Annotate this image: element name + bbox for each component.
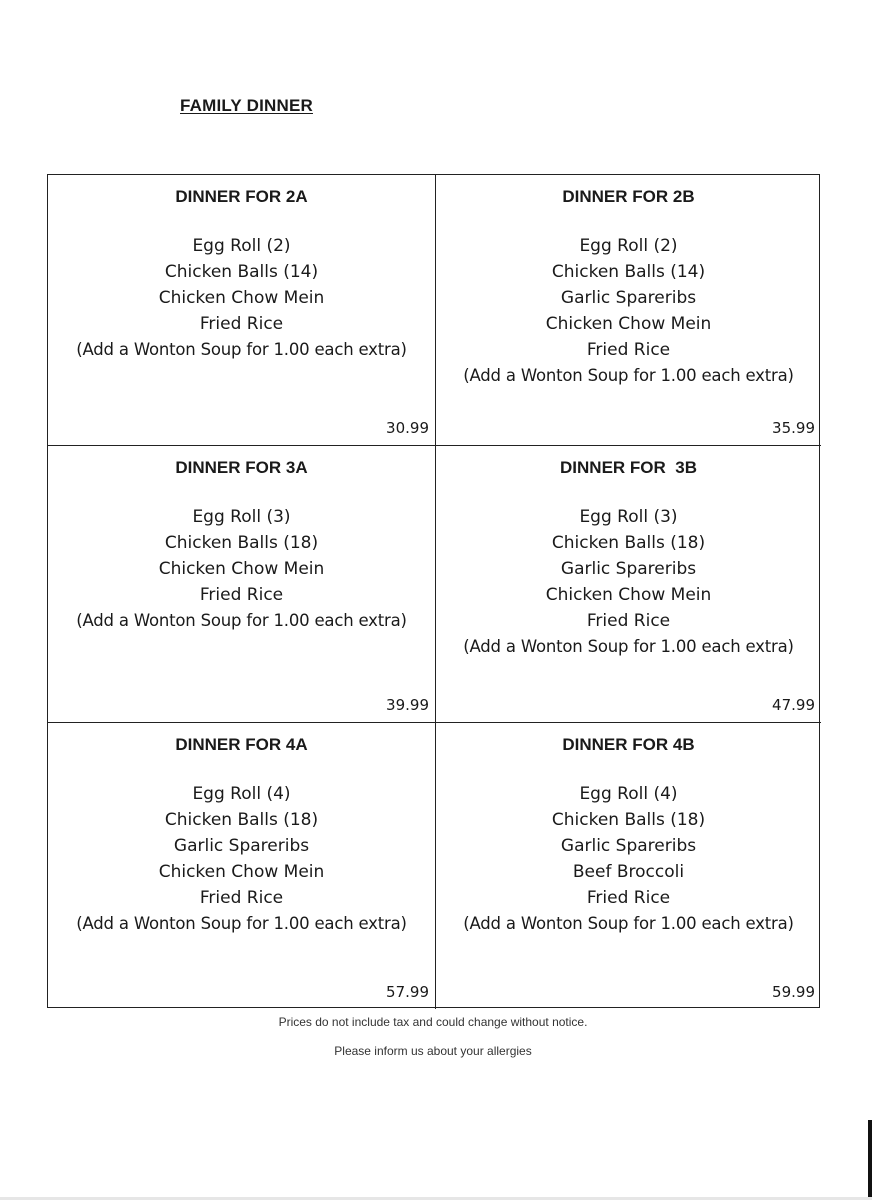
dinner-item: Fried Rice	[586, 888, 671, 908]
dinner-item: Chicken Balls (14)	[551, 262, 706, 282]
dinner-item: Garlic Spareribs	[560, 559, 697, 579]
dinner-item: Fried Rice	[586, 611, 671, 631]
dinner-items	[48, 781, 435, 937]
dinner-title: DINNER FOR 3A	[175, 458, 308, 477]
dinner-item: Garlic Spareribs	[560, 288, 697, 308]
dinner-card	[436, 446, 821, 723]
dinner-item: Egg Roll (2)	[579, 236, 678, 256]
dinner-item: Chicken Balls (18)	[164, 533, 319, 553]
menu-grid	[47, 174, 820, 1008]
dinner-item: Fried Rice	[199, 888, 284, 908]
dinner-items	[48, 233, 435, 363]
dinner-price: 57.99	[386, 983, 429, 1001]
dinner-price: 59.99	[772, 983, 815, 1001]
dinner-card	[436, 175, 821, 446]
dinner-card	[436, 723, 821, 1009]
dinner-item: Fried Rice	[199, 314, 284, 334]
dinner-item: Garlic Spareribs	[560, 836, 697, 856]
dinner-item-note: (Add a Wonton Soup for 1.00 each extra)	[76, 340, 407, 359]
dinner-title: DINNER FOR 4B	[562, 735, 695, 754]
dinner-item: Chicken Balls (14)	[164, 262, 319, 282]
dinner-item-note: (Add a Wonton Soup for 1.00 each extra)	[76, 611, 407, 630]
dinner-item: Chicken Balls (18)	[551, 533, 706, 553]
dinner-price: 30.99	[386, 419, 429, 437]
dinner-item-note: (Add a Wonton Soup for 1.00 each extra)	[463, 366, 794, 385]
scan-edge-mark	[868, 1120, 872, 1200]
dinner-item: Egg Roll (3)	[579, 507, 678, 527]
dinner-item: Chicken Chow Mein	[158, 862, 325, 882]
dinner-items	[436, 504, 821, 660]
dinner-item: Chicken Balls (18)	[164, 810, 319, 830]
dinner-item-note: (Add a Wonton Soup for 1.00 each extra)	[76, 914, 407, 933]
dinner-item: Garlic Spareribs	[173, 836, 310, 856]
allergy-notice: Please inform us about your allergies	[334, 1044, 532, 1058]
dinner-price: 39.99	[386, 696, 429, 714]
dinner-card	[48, 446, 436, 723]
dinner-price: 47.99	[772, 696, 815, 714]
dinner-title: DINNER FOR 4A	[175, 735, 308, 754]
dinner-item: Beef Broccoli	[572, 862, 685, 882]
dinner-card	[48, 175, 436, 446]
tax-notice: Prices do not include tax and could change without notice.	[278, 1015, 588, 1029]
dinner-item: Chicken Chow Mein	[158, 288, 325, 308]
dinner-item: Egg Roll (3)	[192, 507, 291, 527]
dinner-item-note: (Add a Wonton Soup for 1.00 each extra)	[463, 914, 794, 933]
dinner-items	[436, 233, 821, 389]
dinner-title: DINNER FOR 3B	[560, 458, 697, 477]
dinner-item: Fried Rice	[199, 585, 284, 605]
dinner-item: Egg Roll (4)	[579, 784, 678, 804]
dinner-item-note: (Add a Wonton Soup for 1.00 each extra)	[463, 637, 794, 656]
page-title: FAMILY DINNER	[180, 96, 313, 115]
dinner-title: DINNER FOR 2B	[562, 187, 695, 206]
dinner-title: DINNER FOR 2A	[175, 187, 308, 206]
dinner-item: Fried Rice	[586, 340, 671, 360]
dinner-items	[436, 781, 821, 937]
dinner-item: Chicken Balls (18)	[551, 810, 706, 830]
dinner-items	[48, 504, 435, 634]
dinner-item: Egg Roll (2)	[192, 236, 291, 256]
dinner-item: Chicken Chow Mein	[158, 559, 325, 579]
dinner-card	[48, 723, 436, 1009]
dinner-item: Chicken Chow Mein	[545, 585, 712, 605]
dinner-item: Chicken Chow Mein	[545, 314, 712, 334]
dinner-item: Egg Roll (4)	[192, 784, 291, 804]
dinner-price: 35.99	[772, 419, 815, 437]
